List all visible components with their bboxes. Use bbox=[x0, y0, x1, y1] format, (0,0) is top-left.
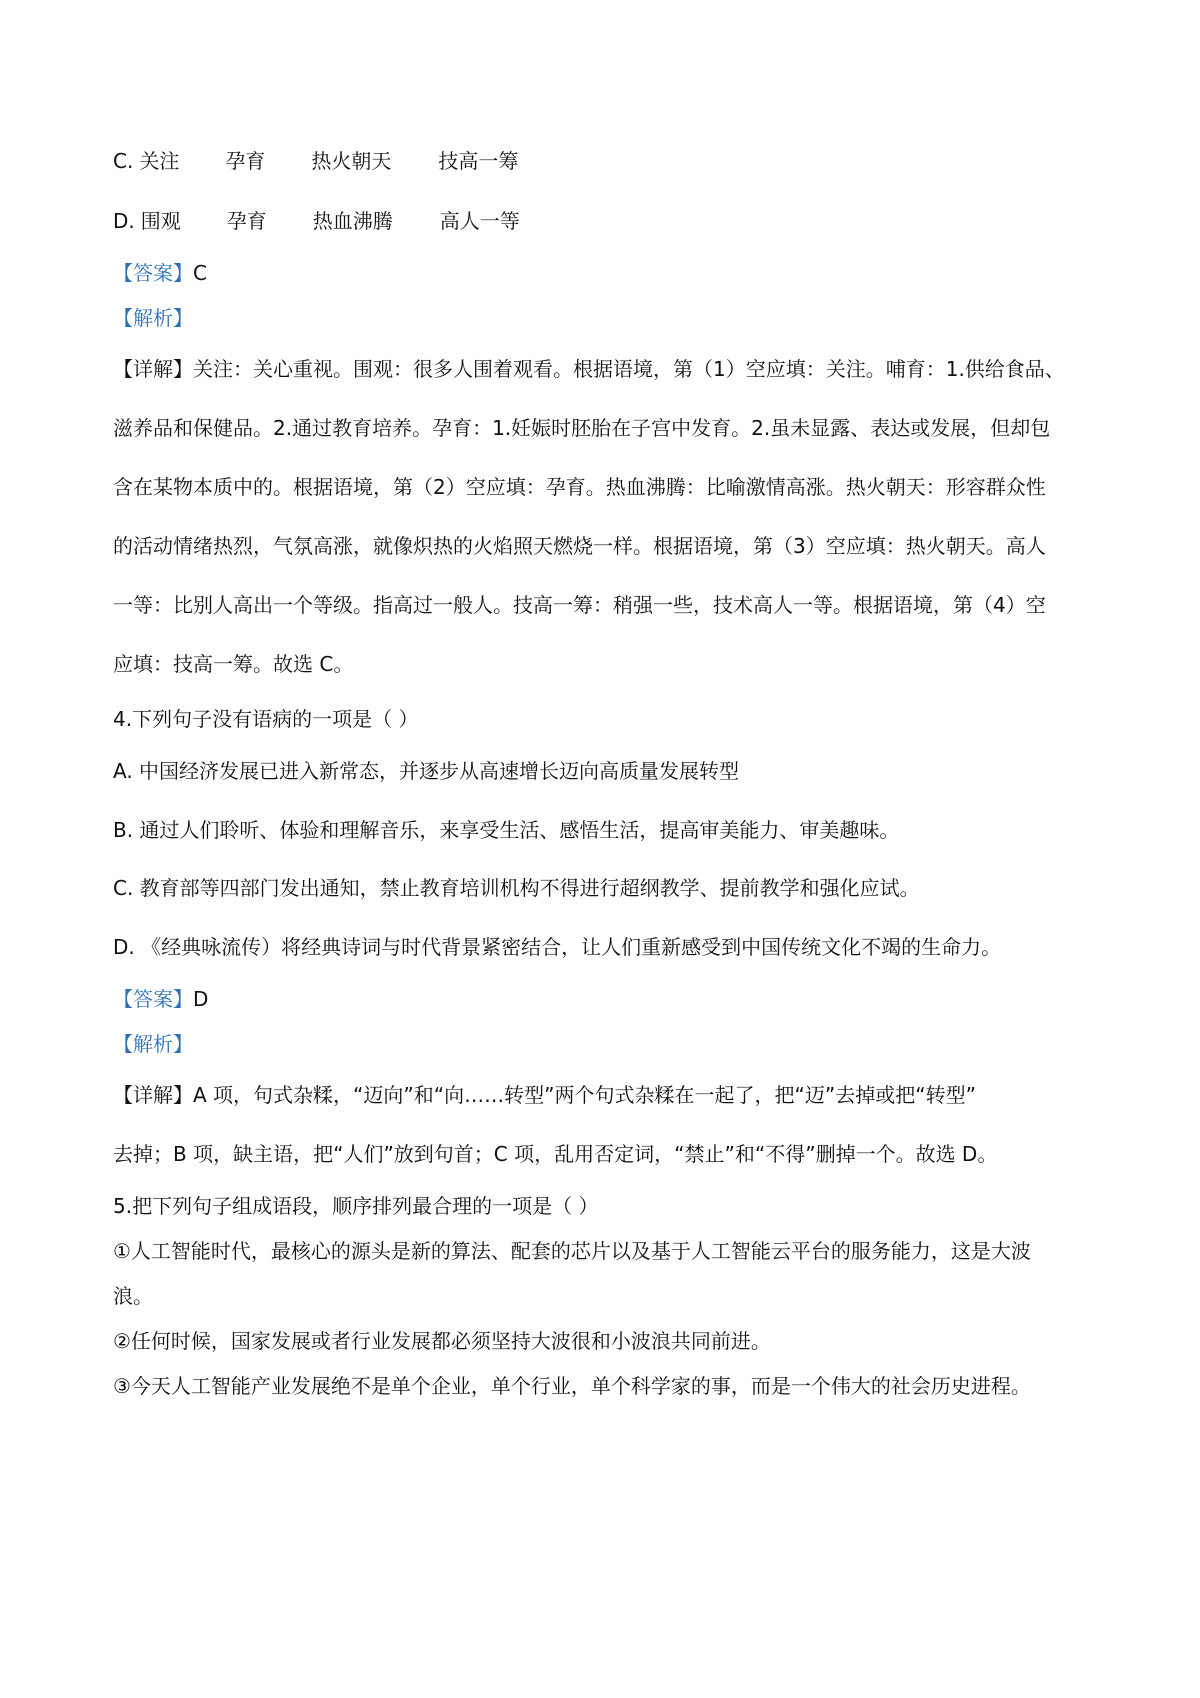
option-word: 孕育 bbox=[226, 209, 267, 233]
q5-item: 浪。 bbox=[113, 1284, 153, 1308]
q3-answer bbox=[113, 259, 207, 287]
option-word: 热火朝天 bbox=[311, 149, 392, 173]
detail-line: 【详解】A 项，句式杂糅，“迈向”和“向……转型”两个句式杂糅在一起了，把“迈”去掉或把“转型” bbox=[113, 1083, 976, 1107]
q5-item: ③今天人工智能产业发展绝不是单个企业，单个行业，单个科学家的事，而是一个伟大的社会历史进程。 bbox=[113, 1374, 1031, 1398]
detail-line: 滋养品和保健品。2.通过教育培养。孕育：1.妊娠时胚胎在子宫中发育。2.虽未显露、表达或发展，但却包 bbox=[113, 416, 1051, 440]
q3-option-c bbox=[113, 147, 518, 175]
detail-line: 去掉；B 项，缺主语，把“人们”放到句首；C 项，乱用否定词，“禁止”和“不得”删掉一个。故选 D。 bbox=[113, 1142, 998, 1166]
answer-tag: 【答案】 bbox=[113, 987, 193, 1011]
detail-line: 【详解】关注：关心重视。围观：很多人围着观看。根据语境，第（1）空应填：关注。哺育：1.供给食品、 bbox=[113, 357, 1065, 381]
q4-answer bbox=[113, 985, 208, 1013]
detail-line: 的活动情绪热烈，气氛高涨，就像炽热的火焰照天燃烧一样。根据语境，第（3）空应填：热火朝天。高人 bbox=[113, 534, 1046, 558]
q5-stem: 5.把下列句子组成语段，顺序排列最合理的一项是（ ） bbox=[113, 1194, 599, 1218]
option-letter: D. bbox=[113, 209, 135, 233]
q4-option-c: C. 教育部等四部门发出通知，禁止教育培训机构不得进行超纲教学、提前教学和强化应试。 bbox=[113, 876, 920, 900]
option-word: 高人一等 bbox=[439, 209, 520, 233]
answer-value: D bbox=[193, 987, 209, 1011]
detail-line: 含在某物本质中的。根据语境，第（2）空应填：孕育。热血沸腾：比喻激情高涨。热火朝天：形容群众性 bbox=[113, 475, 1046, 499]
q3-option-d bbox=[113, 207, 520, 235]
option-word: 技高一筹 bbox=[438, 149, 519, 173]
option-word: 热血沸腾 bbox=[312, 209, 393, 233]
q4-option-a: A. 中国经济发展已进入新常态，并逐步从高速增长迈向高质量发展转型 bbox=[113, 759, 740, 783]
q3-analysis-tag: 【解析】 bbox=[113, 306, 193, 330]
q5-item: ①人工智能时代，最核心的源头是新的算法、配套的芯片以及基于人工智能云平台的服务能力，这是大波 bbox=[113, 1239, 1031, 1263]
option-letter: C. bbox=[113, 149, 134, 173]
q4-analysis-tag: 【解析】 bbox=[113, 1032, 193, 1056]
answer-tag: 【答案】 bbox=[113, 261, 193, 285]
q5-item: ②任何时候，国家发展或者行业发展都必须坚持大波很和小波浪共同前进。 bbox=[113, 1329, 771, 1353]
q4-option-d: D. 《经典咏流传）将经典诗词与时代背景紧密结合，让人们重新感受到中国传统文化不竭的生命力。 bbox=[113, 935, 1002, 959]
detail-line: 应填：技高一筹。故选 C。 bbox=[113, 652, 354, 676]
option-word: 围观 bbox=[140, 209, 181, 233]
q4-stem: 4.下列句子没有语病的一项是（ ） bbox=[113, 707, 419, 731]
answer-value: C bbox=[193, 261, 207, 285]
option-word: 关注 bbox=[139, 149, 180, 173]
detail-line: 一等：比别人高出一个等级。指高过一般人。技高一筹：稍强一些，技术高人一等。根据语境，第（4）空 bbox=[113, 593, 1046, 617]
option-word: 孕育 bbox=[225, 149, 266, 173]
q4-option-b: B. 通过人们聆听、体验和理解音乐，来享受生活、感悟生活，提高审美能力、审美趣味。 bbox=[113, 818, 900, 842]
